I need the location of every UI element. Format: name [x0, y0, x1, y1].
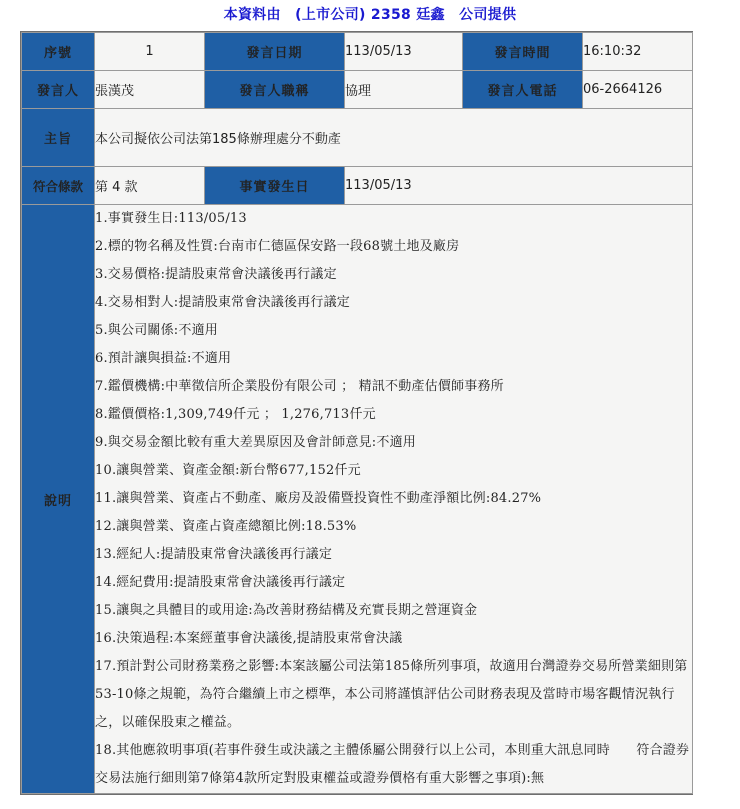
page-title: 本資料由 (上市公司) 2358 廷鑫 公司提供: [223, 7, 517, 23]
description-item: 12.讓與營業、資產占資產總額比例:18.53%: [95, 519, 357, 534]
announcement-table-wrapper: [20, 31, 693, 795]
description-item: 6.預計讓與損益:不適用: [95, 351, 232, 366]
table-row-speaker: [22, 71, 693, 109]
table-row-serial: [22, 33, 693, 71]
speaker-title-value: 協理: [345, 71, 463, 109]
description-item: 16.決策過程:本案經董事會決議後,提請股東常會決議: [95, 631, 403, 646]
description-list: [95, 205, 692, 793]
description-item: 15.讓與之具體目的或用途:為改善財務結構及充實長期之營運資金: [95, 603, 478, 618]
clause-label: 符合條款: [22, 167, 95, 205]
description-item: 7.鑑價機構:中華徵信所企業股份有限公司 ； 精訊不動產估價師事務所: [95, 379, 504, 394]
fact-date-value: 113/05/13: [345, 167, 693, 205]
description-item: 13.經紀人:提請股東常會決議後再行議定: [95, 547, 333, 562]
speaker-value: 張漢茂: [95, 71, 205, 109]
speaker-phone-value: 06-2664126: [583, 71, 693, 109]
description-item: 14.經紀費用:提請股東常會決議後再行議定: [95, 575, 346, 590]
announcement-table: [21, 32, 693, 794]
description-body: [95, 205, 693, 794]
speak-date-value: 113/05/13: [345, 33, 463, 71]
speaker-title-label: 發言人職稱: [205, 71, 345, 109]
description-item: 18.其他應敘明事項(若事件發生或決議之主體係屬公開發行以上公司，本則重大訊息同時 符合證券交易法施行細則第7條第4款所定對股東權益或證券價格有重大影響之事項):無: [95, 743, 690, 786]
description-item: 9.與交易金額比較有重大差異原因及會計師意見:不適用: [95, 435, 416, 450]
table-row-description: [22, 205, 693, 794]
subject-value: 本公司擬依公司法第185條辦理處分不動產: [95, 109, 693, 167]
description-item: 8.鑑價價格:1,309,749仟元 ； 1,276,713仟元: [95, 407, 376, 422]
clause-value: 第 4 款: [95, 167, 205, 205]
speaker-label: 發言人: [22, 71, 95, 109]
description-item: 1.事實發生日:113/05/13: [95, 211, 247, 226]
table-row-subject: [22, 109, 693, 167]
fact-date-label: 事實發生日: [205, 167, 345, 205]
serial-value: 1: [95, 33, 205, 71]
description-item: 3.交易價格:提請股東常會決議後再行議定: [95, 267, 337, 282]
description-item: 4.交易相對人:提請股東常會決議後再行議定: [95, 295, 350, 310]
subject-label: 主旨: [22, 109, 95, 167]
description-label: 說明: [22, 205, 95, 794]
speak-time-label: 發言時間: [463, 33, 583, 71]
description-item: 17.預計對公司財務業務之影響:本案該屬公司法第185條所列事項，故適用台灣證券交易所營業細則第53-10條之規範，為符合繼續上市之標準，本公司將謹慎評估公司財務表現及當時市場客觀情況執行之，以確保股東之權益。: [95, 659, 688, 730]
description-item: 2.標的物名稱及性質:台南市仁德區保安路一段68號土地及廠房: [95, 239, 460, 254]
speaker-phone-label: 發言人電話: [463, 71, 583, 109]
table-row-clause: [22, 167, 693, 205]
speak-time-value: 16:10:32: [583, 33, 693, 71]
description-item: 11.讓與營業、資產占不動產、廠房及設備暨投資性不動產淨額比例:84.27%: [95, 491, 542, 506]
description-item: 10.讓與營業、資產金額:新台幣677,152仟元: [95, 463, 361, 478]
speak-date-label: 發言日期: [205, 33, 345, 71]
description-item: 5.與公司關係:不適用: [95, 323, 218, 338]
serial-label: 序號: [22, 33, 95, 71]
